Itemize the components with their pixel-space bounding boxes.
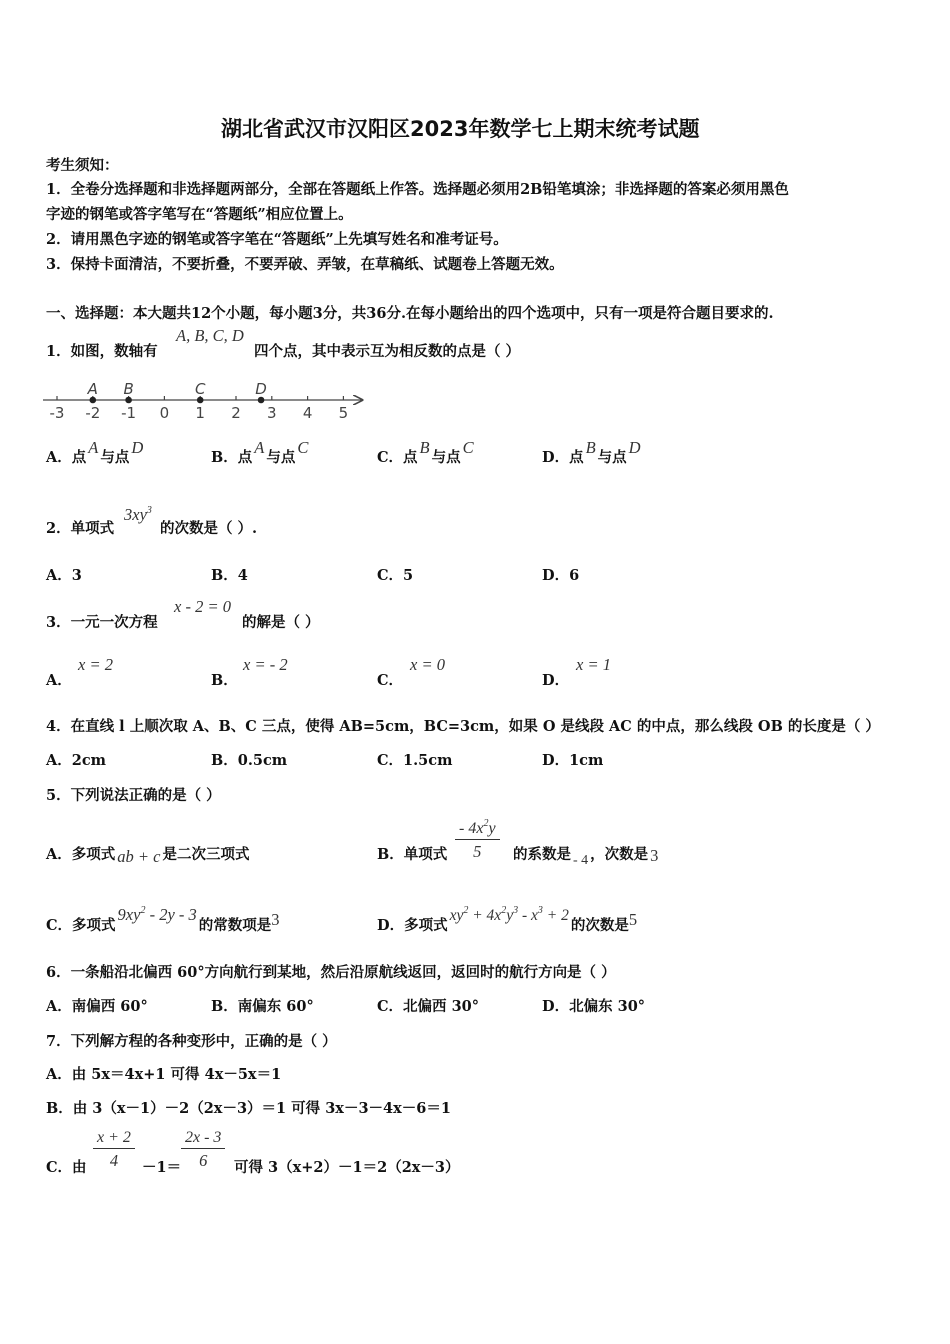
q1-option-b-p1: 点	[237, 449, 253, 466]
q7-option-c-post: 可得 3（x+2）－1＝2（2x－3）	[234, 1159, 460, 1176]
q6-option-a[interactable]: A．南偏西 60°	[46, 998, 148, 1015]
q7-stem: 7．下列解方程的各种变形中，正确的是（ ）	[46, 1033, 337, 1050]
q1-option-a-v2: D	[131, 438, 144, 457]
q3-stem-post: 的解是（ ）	[242, 614, 320, 631]
q1-stem-post: 四个点，其中表示互为相反数的点是（ ）	[254, 343, 521, 360]
q5-option-d-e2: 2	[501, 905, 507, 916]
q5-option-d-e4: 3	[537, 905, 543, 916]
notice-line-1: 1．全卷分选择题和非选择题两部分，全部在答题纸上作答。选择题必须用2B铅笔填涂；非选择题的答案必须用黑色	[46, 181, 789, 198]
q7-option-c-pre[interactable]: C．由	[46, 1159, 87, 1176]
q5-option-d-m2: + 4x	[468, 907, 502, 924]
q7-option-a[interactable]: A．由 5x＝4x+1 可得 4x－5x＝1	[46, 1066, 282, 1083]
page-title: 湖北省武汉市汉阳区2023年数学七上期末统考试题	[221, 117, 700, 141]
q3-option-b-letter[interactable]: B．	[211, 672, 238, 689]
q6-option-b[interactable]: B．南偏东 60°	[211, 998, 314, 1015]
q5-option-d-e3: 3	[513, 905, 519, 916]
q5-option-c-exp: 2	[140, 905, 146, 916]
q3-option-a-math: x = 2	[78, 655, 113, 674]
q5-option-c-val: 3	[271, 910, 280, 929]
q7-option-c-num1: x + 2	[97, 1129, 131, 1146]
notice-line-2: 2．请用黑色字迹的钢笔或答字笔在“答题纸”上先填写姓名和准考证号。	[46, 231, 508, 248]
q1-option-c-v2: C	[462, 438, 474, 457]
q1-option-c-mid: 与点	[431, 449, 461, 466]
q1-option-c-p1: 点	[403, 449, 418, 466]
q3-stem-math: x - 2 = 0	[174, 597, 231, 616]
q5-option-d-pre: D．多项式	[377, 917, 448, 934]
q6-option-d[interactable]: D．北偏东 30°	[542, 998, 646, 1015]
q4-stem: 4．在直线 l 上顺次取 A、B、C 三点，使得 AB=5cm，BC=3cm，如果 O 是线段 AC 的中点，那么线段 OB 的长度是（ ）	[46, 718, 880, 735]
q3-option-c-math: x = 0	[410, 655, 445, 674]
q5-option-d-m5: + 2	[542, 907, 569, 924]
q1-option-d-p1: 点	[569, 449, 584, 466]
q3-option-d-letter[interactable]: D．	[542, 672, 570, 689]
q5-option-b[interactable]	[377, 843, 447, 864]
axis-point-label-a: A	[87, 380, 98, 398]
q5-option-d-e1: 2	[463, 905, 469, 916]
notice-heading: 考生须知：	[46, 157, 119, 174]
q4-option-d[interactable]: D．1cm	[542, 752, 604, 769]
q2-stem-pre: 2．单项式	[46, 520, 115, 537]
q7-option-b[interactable]: B．由 3（x－1）－2（2x－3）＝1 可得 3x－3－4x－6＝1	[46, 1100, 451, 1117]
q1-stem-pre: 1．如图，数轴有	[46, 343, 158, 360]
q1-stem-math: A, B, C, D	[176, 326, 244, 345]
q5-option-b-num-tail: y	[488, 820, 496, 837]
q6-option-c[interactable]: C．北偏西 30°	[377, 998, 480, 1015]
q1-option-c[interactable]	[377, 438, 474, 467]
q1-option-d-mid: 与点	[597, 449, 627, 466]
q2-option-a[interactable]: A．3	[46, 567, 82, 584]
axis-tick-label: -2	[85, 404, 101, 422]
axis-tick-label: 3	[267, 404, 277, 422]
q5-option-c-pre: C．多项式	[46, 917, 116, 934]
q5-option-b-num-exp: 2	[483, 818, 489, 829]
axis-tick-label: 5	[338, 404, 349, 422]
q7-option-c-den1: 4	[109, 1151, 119, 1170]
q5-option-b-fraction	[455, 818, 500, 862]
q3-option-a-letter[interactable]: A．	[46, 672, 72, 689]
notice-line-1b: 字迹的钢笔或答字笔写在“答题纸”相应位置上。	[46, 206, 353, 223]
q1-option-a-v1: A	[88, 438, 99, 457]
q2-option-b[interactable]: B．4	[211, 567, 248, 584]
notice-line-3: 3．保持卡面清洁，不要折叠，不要弄破、弄皱，在草稿纸、试题卷上答题无效。	[46, 256, 564, 273]
q5-option-b-deg: 3	[650, 846, 659, 865]
q1-option-d-letter: D．	[542, 449, 570, 466]
q1-option-d-v2: D	[628, 438, 641, 457]
q2-stem-math: 3xy	[124, 505, 147, 524]
q5-option-c-post: 的常数项是	[198, 917, 272, 934]
axis-tick-label: 0	[159, 404, 170, 422]
q5-option-b-tail: ，次数是	[590, 846, 649, 863]
q5-option-a-pre: A．多项式	[46, 846, 116, 863]
q2-stem-post: 的次数是（ ）.	[160, 520, 258, 537]
q5-option-a-post: 是二次三项式	[162, 846, 250, 863]
q5-option-d-m4: - x	[518, 907, 538, 924]
q1-option-a-letter: A．	[46, 449, 72, 466]
q3-option-b-math: x = - 2	[243, 655, 288, 674]
axis-tick-label: -3	[49, 404, 65, 422]
q7-option-c-fraction-1	[93, 1129, 135, 1171]
q5-option-b-pre: B．单项式	[377, 846, 448, 863]
q5-option-a[interactable]	[46, 843, 249, 864]
q5-option-b-coef: - 4	[573, 853, 589, 868]
q1-option-a[interactable]	[46, 438, 144, 467]
q5-option-c-math: 9xy	[117, 905, 141, 924]
section-heading: 一、选择题：本大题共12个小题，每小题3分，共36分.在每小题给出的四个选项中，只有一项是符合题目要求的.	[46, 305, 774, 322]
q1-option-b-mid: 与点	[266, 449, 296, 466]
q1-option-b-v2: C	[297, 438, 309, 457]
q5-option-a-math: ab + c	[117, 847, 161, 866]
axis-tick-label: -1	[121, 404, 137, 422]
q1-option-d[interactable]	[542, 438, 641, 467]
axis-point-label-c: C	[194, 380, 206, 398]
q2-option-c[interactable]: C．5	[377, 567, 414, 584]
q1-option-a-mid: 与点	[100, 449, 130, 466]
q1-option-b[interactable]	[211, 438, 309, 467]
q7-option-c-fraction-2	[181, 1129, 225, 1171]
q1-option-a-p1: 点	[71, 449, 87, 466]
q5-option-d-post: 的次数是	[570, 917, 629, 934]
q4-option-a[interactable]: A．2cm	[46, 752, 107, 769]
q5-option-b-num: - 4x	[459, 820, 484, 837]
q3-stem-pre: 3．一元一次方程	[46, 614, 158, 631]
q5-stem: 5．下列说法正确的是（ ）	[46, 787, 221, 804]
q1-option-c-letter: C．	[377, 449, 404, 466]
q5-option-d-val: 5	[628, 910, 638, 929]
axis-point-label-d: D	[255, 380, 267, 398]
q1-option-b-letter: B．	[211, 449, 238, 466]
q6-stem: 6．一条船沿北偏西 60°方向航行到某地，然后沿原航线返回，返回时的航行方向是（ ）	[46, 964, 616, 981]
q5-option-b-rest	[513, 843, 659, 868]
q3-option-d-math: x = 1	[576, 655, 611, 674]
axis-tick-label: 1	[195, 404, 205, 422]
q7-option-c-mid: －1＝	[142, 1159, 182, 1176]
q7-option-c-num2: 2x - 3	[185, 1129, 222, 1146]
q1-option-c-v1: B	[419, 438, 430, 457]
q1-option-d-v1: B	[585, 438, 596, 457]
q5-option-b-mid: 的系数是	[513, 846, 571, 863]
axis-tick-label: 4	[302, 404, 313, 422]
q2-stem-exp: 3	[146, 505, 152, 516]
q5-option-d[interactable]	[377, 905, 638, 935]
q5-option-d-m1: xy	[449, 907, 464, 924]
number-line	[40, 378, 370, 424]
q5-option-b-den: 5	[473, 842, 482, 861]
q7-option-c-den2: 6	[199, 1151, 208, 1170]
q1-option-b-v1: A	[254, 438, 265, 457]
q4-option-c[interactable]: C．1.5cm	[377, 752, 453, 769]
axis-point-label-b: B	[123, 380, 134, 398]
axis-tick-label: 2	[231, 404, 241, 422]
q3-option-c-letter[interactable]: C．	[377, 672, 404, 689]
q2-option-d[interactable]: D．6	[542, 567, 580, 584]
q4-option-b[interactable]: B．0.5cm	[211, 752, 288, 769]
q2-stem-math-wrap	[124, 505, 152, 525]
q5-option-c-rest: - 2y - 3	[145, 905, 197, 924]
q5-option-c[interactable]	[46, 905, 280, 935]
q5-option-d-m3: y	[506, 907, 514, 924]
